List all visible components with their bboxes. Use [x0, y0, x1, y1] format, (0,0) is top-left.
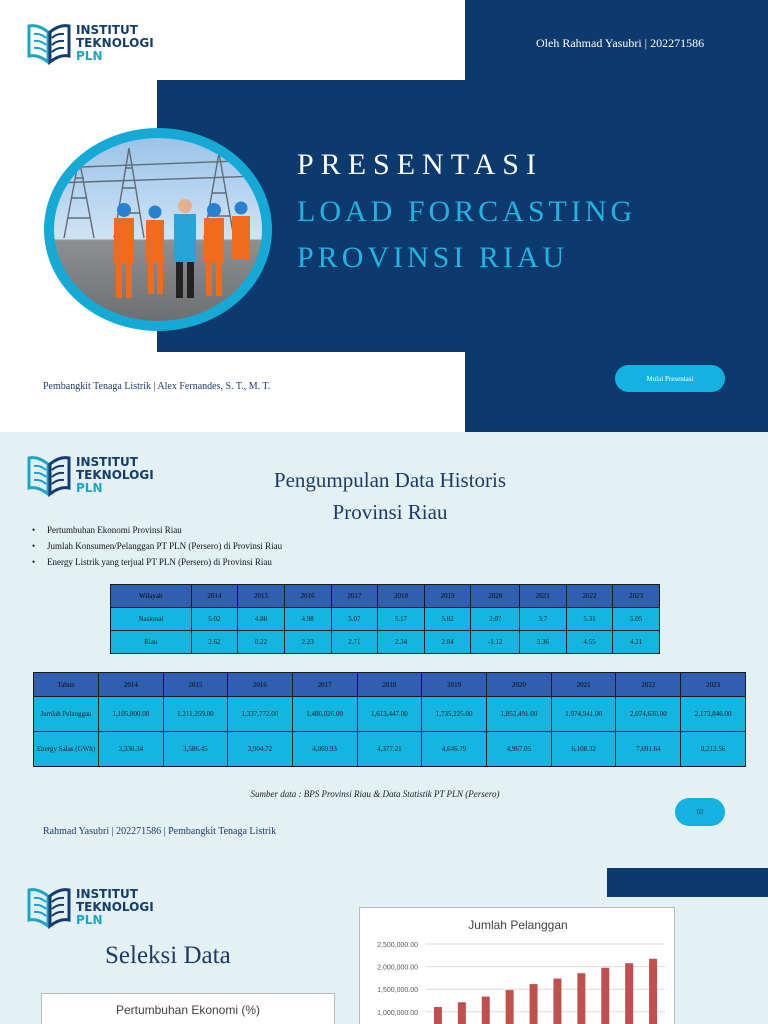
logo-line3: PLN [76, 912, 103, 927]
table-header-cell: 2019 [422, 673, 487, 697]
slide-seleksi-data [0, 864, 768, 1024]
bullet-item: • Jumlah Konsumen/Pelanggan PT PLN (Persero) di Provinsi Riau [32, 538, 282, 554]
table-header-cell: 2017 [292, 673, 357, 697]
table-cell: 4,377.21 [357, 732, 422, 767]
title-line2: LOAD FORCASTING [297, 195, 637, 228]
title-line3: PROVINSI RIAU [297, 241, 569, 274]
logo-line2: TEKNOLOGI [76, 467, 154, 482]
table-cell: 4,967.05 [486, 732, 551, 767]
table-cell: 5.02 [424, 608, 471, 631]
itpln-logo [26, 20, 154, 66]
y-tick-label: 2,500,000.00 [377, 942, 418, 949]
table-cell: 3,904.72 [228, 732, 293, 767]
logo-line3: PLN [76, 480, 103, 495]
table-header-cell: 2021 [519, 585, 566, 608]
table-header-row [34, 673, 746, 697]
table-cell: -1.12 [471, 631, 520, 654]
table-cell: 1,105,800.00 [99, 697, 164, 732]
table-row [111, 631, 660, 654]
table-cell: 2.07 [471, 608, 520, 631]
table-cell: 1,853,491.00 [486, 697, 551, 732]
table-header-cell: 2022 [566, 585, 613, 608]
table-cell: 0.22 [238, 631, 285, 654]
itpln-logo-icon [26, 884, 72, 930]
customer-energy-table [33, 672, 746, 767]
economic-growth-table [110, 584, 660, 654]
y-tick-label: 2,000,000.00 [377, 964, 418, 972]
table-cell: 1,974,941.00 [551, 697, 616, 732]
logo-line3: PLN [76, 48, 103, 63]
table-cell: 2.34 [378, 631, 425, 654]
bar-2019 [553, 979, 561, 1024]
slide1-footer: Pembangkit Tenaga Listrik | Alex Fernandes, S. T., M. T. [43, 381, 271, 392]
table-cell: 4.55 [566, 631, 613, 654]
table-cell: 1,735,225.00 [422, 697, 487, 732]
table-cell: 5.05 [613, 608, 660, 631]
table-cell: 2.84 [424, 631, 471, 654]
bullet-item: • Energy Listrik yang terjual PT PLN (Persero) di Provinsi Riau [32, 554, 282, 570]
table-header-cell: 2018 [378, 585, 425, 608]
slide2-footer: Rahmad Yasubri | 202271586 | Pembangkit Tenaga Listrik [43, 826, 277, 837]
customer-bar-chart [360, 908, 675, 1024]
table-cell: 8,212.56 [681, 732, 746, 767]
table-header-cell: 2023 [681, 673, 746, 697]
table-cell: Riau [111, 631, 192, 654]
start-presentation-button[interactable]: Mulai Presentasi [615, 365, 725, 392]
table-header-cell: 2014 [191, 585, 238, 608]
itpln-logo-icon [26, 452, 72, 498]
table-header-cell: 2016 [228, 673, 293, 697]
table-cell: Nasional [111, 608, 192, 631]
customer-count-chart [359, 907, 675, 1024]
substation-photo [54, 138, 262, 321]
bar-2018 [530, 984, 538, 1024]
table-header-cell: 2020 [486, 673, 551, 697]
table-header-cell: 2021 [551, 673, 616, 697]
page-number-badge[interactable]: 02 [675, 798, 725, 826]
table-cell: 3,586.45 [163, 732, 227, 767]
table-header-cell: 2016 [284, 585, 331, 608]
logo-line2: TEKNOLOGI [76, 899, 154, 914]
slide2-title-line1: Pengumpulan Data Historis [273, 468, 507, 492]
bar-2022 [625, 963, 633, 1024]
table-cell: 2,074,630.00 [616, 697, 681, 732]
table-cell: 3.36 [519, 631, 566, 654]
title-line1: PRESENTASI [297, 148, 543, 181]
table-row [34, 732, 746, 767]
table-cell: 7,691.64 [616, 732, 681, 767]
slide2-title [200, 464, 580, 528]
bullet-item: • Pertumbuhan Ekonomi Provinsi Riau [32, 522, 282, 538]
itpln-logo [26, 884, 154, 930]
table-header-cell: 2015 [163, 673, 227, 697]
table-row [34, 697, 746, 732]
workers-illustration [54, 138, 262, 321]
y-tick-label: 1,500,000.00 [377, 987, 418, 995]
table-cell: 5.31 [566, 608, 613, 631]
table-cell: 5.17 [378, 608, 425, 631]
slide2-title-line2: Provinsi Riau [332, 500, 448, 524]
bar-2017 [506, 990, 514, 1024]
table-row [111, 608, 660, 631]
table-header-cell: 2020 [471, 585, 520, 608]
chart-title: Jumlah Pelanggan [468, 918, 568, 932]
table-cell: 2.62 [191, 631, 238, 654]
table-cell: 1,337,772.00 [228, 697, 293, 732]
logo-line2: TEKNOLOGI [76, 35, 154, 50]
table-cell: 2.71 [331, 631, 378, 654]
table-cell: 4.21 [613, 631, 660, 654]
table-cell: 2.23 [284, 631, 331, 654]
table-cell: 5.07 [331, 608, 378, 631]
economic-growth-chart [41, 993, 335, 1024]
table-cell: 4,646.79 [422, 732, 487, 767]
table-cell: Jumlah Pelanggan [34, 697, 99, 732]
table-header-cell: 2018 [357, 673, 422, 697]
table-cell: 3.7 [519, 608, 566, 631]
table-header-cell: 2015 [238, 585, 285, 608]
table-cell: 4.88 [238, 608, 285, 631]
bullet-list [32, 522, 282, 570]
author-label: Oleh Rahmad Yasubri | 202271586 [536, 36, 705, 50]
bar-2021 [601, 968, 609, 1024]
table-cell: 6,108.32 [551, 732, 616, 767]
table-cell: 1,613,447.00 [357, 697, 422, 732]
table-cell: 5.02 [191, 608, 238, 631]
logo-line1: INSTITUT [76, 886, 138, 901]
table-header-cell: 2014 [99, 673, 164, 697]
table-cell: 4.98 [284, 608, 331, 631]
slide-title [0, 0, 768, 432]
table-cell: 1,211,259.00 [163, 697, 227, 732]
table-cell: 2,173,846.00 [681, 697, 746, 732]
bar-2014 [434, 1007, 442, 1024]
y-tick-label: 1,000,000.00 [377, 1009, 418, 1017]
table-cell: 4,069.93 [292, 732, 357, 767]
navy-accent-bar [607, 868, 768, 897]
slide3-title: Seleksi Data [105, 942, 231, 969]
logo-line1: INSTITUT [76, 454, 138, 469]
table-cell: 1,480,026.00 [292, 697, 357, 732]
table-cell: Energy Salas (GWh) [34, 732, 99, 767]
itpln-logo [26, 452, 154, 498]
table-header-cell: 2023 [613, 585, 660, 608]
logo-line1: INSTITUT [76, 22, 138, 37]
slide-data-historis [0, 432, 768, 864]
table-header-cell: Tahun [34, 673, 99, 697]
itpln-logo-icon [26, 20, 72, 66]
chart-title: Pertumbuhan Ekonomi (%) [115, 1003, 261, 1017]
table-header-cell: 2019 [424, 585, 471, 608]
bar-2023 [649, 959, 657, 1024]
table-header-cell: 2017 [331, 585, 378, 608]
bar-2015 [458, 1002, 466, 1024]
table-header-row [111, 585, 660, 608]
bar-2020 [577, 973, 585, 1024]
table-cell: 3,338.34 [99, 732, 164, 767]
table-header-cell: Wilayah [111, 585, 192, 608]
data-source-note: Sumber data : BPS Provinsi Riau & Data Statistik PT PLN (Persero) [250, 789, 500, 799]
table-header-cell: 2022 [616, 673, 681, 697]
bar-2016 [482, 997, 490, 1024]
